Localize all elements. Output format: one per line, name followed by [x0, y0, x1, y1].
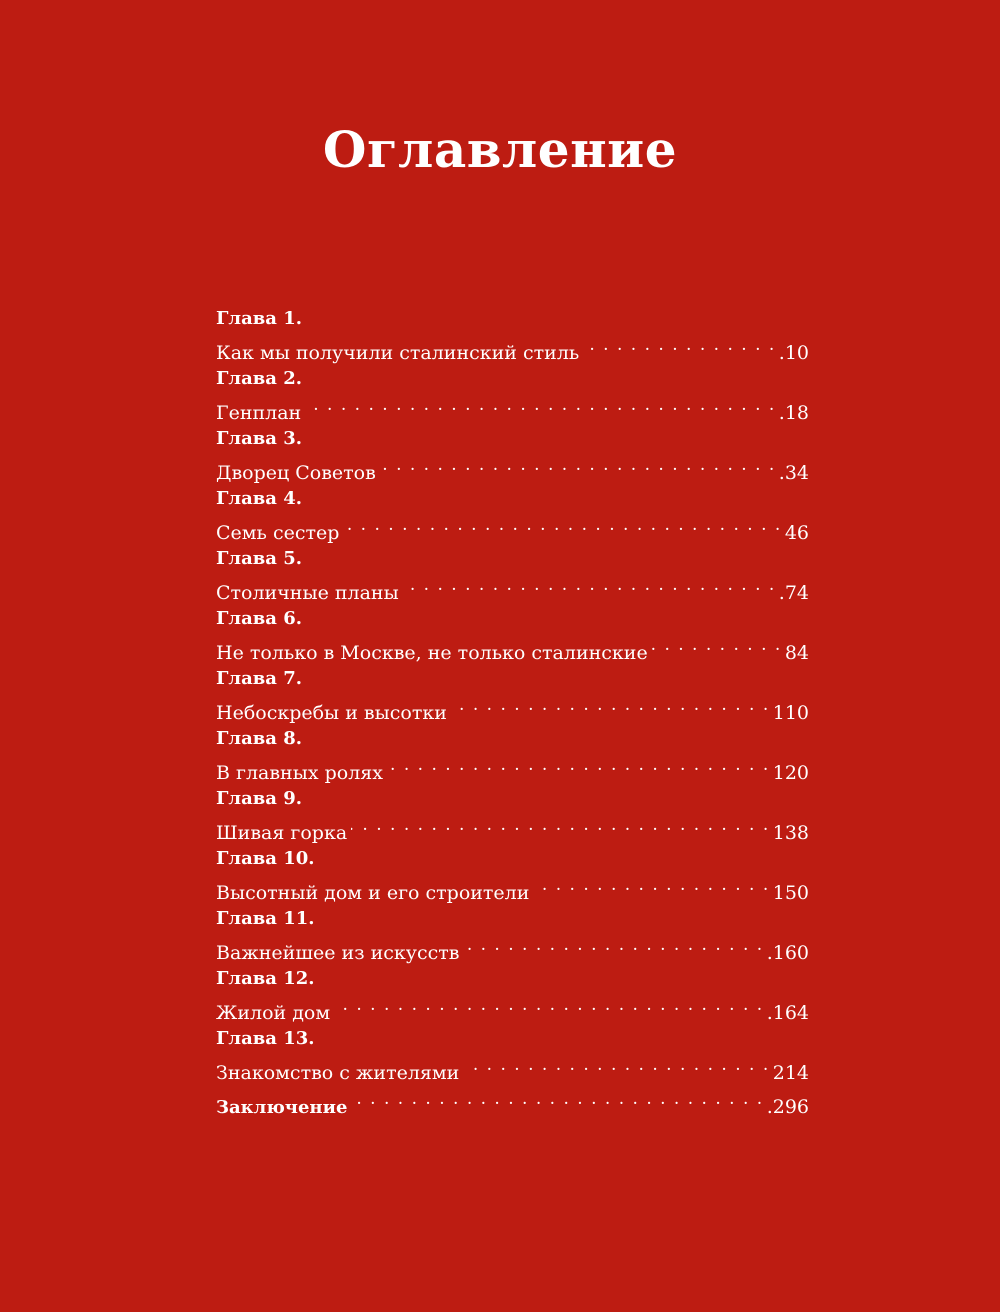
page-title: Оглавление [322, 120, 678, 179]
chapter-label: Глава 13. [216, 1028, 315, 1049]
toc-entry [216, 872, 809, 906]
page-number: 46 [784, 521, 809, 544]
dot-leader [403, 572, 776, 599]
toc-entry [216, 512, 809, 546]
chapter-title: Не только в Москве, не только сталинские [216, 641, 648, 664]
toc-entry [216, 692, 809, 726]
toc-chapter [216, 726, 809, 786]
chapter-title: Дворец Советов [216, 461, 376, 484]
chapter-label: Глава 8. [216, 728, 303, 749]
page-number: 84 [784, 641, 809, 664]
chapter-title: Высотный дом и его строители [216, 881, 530, 904]
toc-chapter [216, 1026, 809, 1086]
dot-leader [351, 812, 770, 839]
chapter-label: Глава 7. [216, 668, 303, 689]
dot-leader [380, 452, 776, 479]
dot-leader [351, 1086, 763, 1113]
toc-entry [216, 452, 809, 486]
toc-entry [216, 1086, 809, 1121]
toc-chapter [216, 906, 809, 966]
chapter-title: Генплан [216, 401, 302, 424]
chapter-label: Глава 5. [216, 548, 303, 569]
toc-chapter [216, 966, 809, 1026]
page-number: 110 [772, 701, 809, 724]
chapter-label: Глава 6. [216, 608, 303, 629]
page-number: 214 [772, 1061, 809, 1084]
chapter-title: Важнейшее из искусств [216, 941, 460, 964]
dot-leader [583, 332, 776, 359]
toc-entry [216, 1052, 809, 1086]
chapter-label: Глава 4. [216, 488, 303, 509]
dot-leader [451, 692, 770, 719]
dot-leader [305, 392, 776, 419]
chapter-label: Глава 12. [216, 968, 315, 989]
page-number: .160 [766, 941, 809, 964]
toc-entry [216, 992, 809, 1026]
page-number: 120 [772, 761, 809, 784]
page-number: .10 [778, 341, 809, 364]
toc-entry [216, 392, 809, 426]
toc-entry [216, 632, 809, 666]
chapter-title: Жилой дом [216, 1001, 331, 1024]
page-number: .74 [778, 581, 809, 604]
chapter-title: Как мы получили сталинский стиль [216, 341, 580, 364]
toc-chapter [216, 306, 809, 366]
dot-leader [343, 512, 781, 539]
dot-leader [463, 932, 763, 959]
chapter-title: Знакомство с жителями [216, 1061, 460, 1084]
dot-leader [463, 1052, 769, 1079]
chapter-label: Глава 3. [216, 428, 303, 449]
toc-chapter [216, 846, 809, 906]
toc-chapter [216, 786, 809, 846]
toc-entry [216, 572, 809, 606]
chapter-title: Столичные планы [216, 581, 399, 604]
chapter-label: Глава 11. [216, 908, 315, 929]
toc-entry [216, 332, 809, 366]
toc-chapter [216, 426, 809, 486]
toc-chapter [216, 666, 809, 726]
dot-leader [387, 752, 770, 779]
toc-chapter [216, 606, 809, 666]
toc-chapter [216, 486, 809, 546]
toc-chapter [216, 366, 809, 426]
chapter-label: Глава 2. [216, 368, 303, 389]
table-of-contents [216, 306, 809, 1121]
dot-leader [334, 992, 764, 1019]
dot-leader [652, 632, 782, 659]
page-number: .34 [778, 461, 809, 484]
toc-chapter [216, 546, 809, 606]
page-number: .18 [778, 401, 809, 424]
conclusion-title: Заключение [216, 1096, 348, 1118]
toc-entry [216, 932, 809, 966]
chapter-title: Шивая горка [216, 821, 348, 844]
page-number: .164 [766, 1001, 809, 1024]
chapter-label: Глава 10. [216, 848, 315, 869]
chapter-title: Небоскребы и высотки [216, 701, 447, 724]
page-number: 138 [772, 821, 809, 844]
chapter-label: Глава 1. [216, 308, 303, 329]
toc-entry [216, 812, 809, 846]
toc-conclusion [216, 1086, 809, 1121]
chapter-title: Семь сестер [216, 521, 340, 544]
chapter-title: В главных ролях [216, 761, 383, 784]
chapter-label: Глава 9. [216, 788, 303, 809]
dot-leader [533, 872, 769, 899]
page-number: 150 [772, 881, 809, 904]
toc-entry [216, 752, 809, 786]
page-number: .296 [766, 1095, 809, 1118]
